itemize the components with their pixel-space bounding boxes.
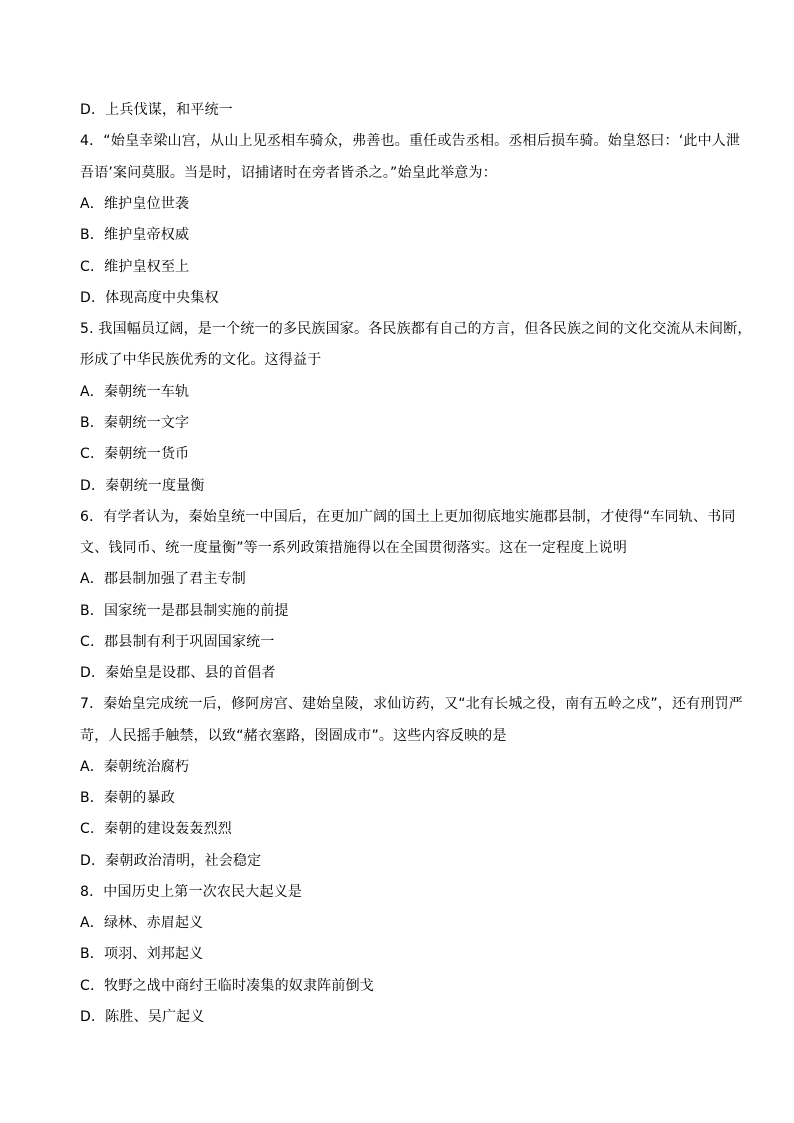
option-q8-b: B．项羽、刘邦起义 xyxy=(80,946,204,962)
option-q4-a: A．维护皇位世袭 xyxy=(80,196,190,212)
option-q7-d: D．秦朝政治清明，社会稳定 xyxy=(80,853,262,869)
question-4-line-2: 吾语’案问莫服。当是时，诏捕诸时在旁者皆杀之。”始皇此举意为： xyxy=(80,165,497,181)
question-7-line-1: 7．秦始皇完成统一后，修阿房宫、建始皇陵，求仙访药，又“北有长城之役，南有五岭之戍”，还有刑罚严 xyxy=(80,696,744,712)
question-8-line-1: 8．中国历史上第一次农民大起义是 xyxy=(80,884,303,900)
option-q5-c: C．秦朝统一货币 xyxy=(80,446,190,462)
option-q5-d: D．秦朝统一度量衡 xyxy=(80,478,205,494)
question-6-line-2: 文、钱同币、统一度量衡”等一系列政策措施得以在全国贯彻落实。这在一定程度上说明 xyxy=(80,540,628,556)
option-q5-a: A．秦朝统一车轨 xyxy=(80,384,190,400)
option-q8-d: D．陈胜、吴广起义 xyxy=(80,1009,205,1025)
question-7-line-2: 苛，人民摇手触禁，以致“赭衣塞路，囹圄成市”。这些内容反映的是 xyxy=(80,728,507,744)
option-q4-b: B．维护皇帝权威 xyxy=(80,227,190,243)
option-q6-d: D．秦始皇是设郡、县的首倡者 xyxy=(80,665,276,681)
option-q4-c: C．维护皇权至上 xyxy=(80,259,190,275)
option-q7-b: B．秦朝的暴政 xyxy=(80,790,176,806)
question-5-line-1: 5. 我国幅员辽阔，是一个统一的多民族国家。各民族都有自己的方言，但各民族之间的文化交流从未间断， xyxy=(80,321,752,337)
option-q6-a: A．郡县制加强了君主专制 xyxy=(80,571,246,587)
option-q4-d: D．体现高度中央集权 xyxy=(80,290,219,306)
option-q3-d: D．上兵伐谋，和平统一 xyxy=(80,102,233,118)
option-q8-c: C．牧野之战中商纣王临时凑集的奴隶阵前倒戈 xyxy=(80,978,374,994)
question-4-line-1: 4．“始皇幸梁山宫，从山上见丞相车骑众，弗善也。重任或告丞相。丞相后损车骑。始皇怒曰：‘此中人泄 xyxy=(80,133,741,149)
option-q6-b: B．国家统一是郡县制实施的前提 xyxy=(80,603,289,619)
option-q6-c: C．郡县制有利于巩固国家统一 xyxy=(80,634,275,650)
option-q5-b: B．秦朝统一文字 xyxy=(80,415,190,431)
option-q8-a: A．绿林、赤眉起义 xyxy=(80,915,204,931)
question-6-line-1: 6．有学者认为，秦始皇统一中国后，在更加广阔的国土上更加彻底地实施郡县制，才使得“车同轨、书同 xyxy=(80,509,736,525)
question-5-line-2: 形成了中华民族优秀的文化。这得益于 xyxy=(80,352,322,368)
option-q7-c: C．秦朝的建设轰轰烈烈 xyxy=(80,821,232,837)
option-q7-a: A．秦朝统治腐朽 xyxy=(80,759,190,775)
